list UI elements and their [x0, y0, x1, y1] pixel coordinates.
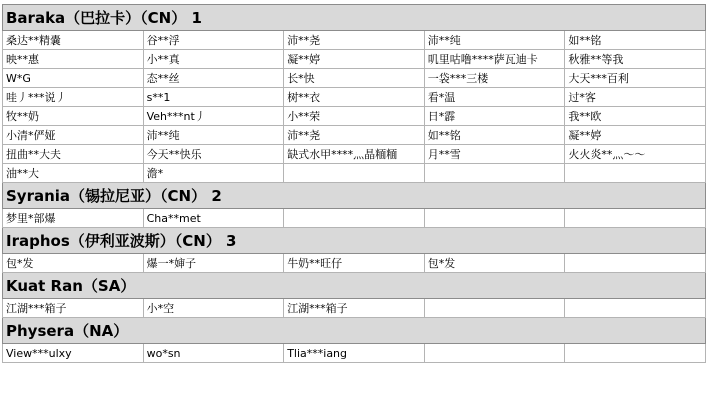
player-name-cell[interactable]: 包*发 — [3, 254, 144, 273]
player-name-cell[interactable]: 长*快 — [284, 69, 425, 88]
server-group-header — [3, 5, 706, 31]
player-name-cell[interactable]: 沛**纯 — [143, 126, 284, 145]
player-name-cell[interactable]: 一袋***三楼 — [424, 69, 565, 88]
player-name-cell[interactable]: 树**衣 — [284, 88, 425, 107]
player-name-cell[interactable]: 扭曲**大夫 — [3, 145, 144, 164]
player-name-cell[interactable]: 牧**奶 — [3, 107, 144, 126]
player-name-cell[interactable]: 桑达**精嚢 — [3, 31, 144, 50]
server-title[interactable]: Syrania（锡拉尼亚）（CN） 2 — [3, 183, 706, 209]
table-row — [3, 31, 706, 50]
player-name-cell[interactable] — [565, 164, 706, 183]
player-name-cell[interactable]: 小*空 — [143, 299, 284, 318]
server-group-header — [3, 228, 706, 254]
player-name-cell[interactable]: View***ulxy — [3, 344, 144, 363]
player-name-cell[interactable]: 哇丿***说丿 — [3, 88, 144, 107]
player-name-cell[interactable]: s**1 — [143, 88, 284, 107]
table-row — [3, 254, 706, 273]
table-row — [3, 126, 706, 145]
player-name-cell[interactable]: 我**欧 — [565, 107, 706, 126]
player-name-cell[interactable]: wo*sn — [143, 344, 284, 363]
player-name-cell[interactable]: 澹* — [143, 164, 284, 183]
server-group-header — [3, 183, 706, 209]
player-name-cell[interactable]: 看*温 — [424, 88, 565, 107]
player-name-cell[interactable]: 秋雅**等我 — [565, 50, 706, 69]
server-roster-table — [2, 4, 706, 363]
table-row — [3, 69, 706, 88]
table-row — [3, 299, 706, 318]
player-name-cell[interactable] — [284, 164, 425, 183]
table-row — [3, 344, 706, 363]
player-name-cell[interactable]: 今天**快乐 — [143, 145, 284, 164]
player-name-cell[interactable]: 月**雪 — [424, 145, 565, 164]
table-row — [3, 107, 706, 126]
player-name-cell[interactable]: 梦里*部爆 — [3, 209, 144, 228]
table-row — [3, 50, 706, 69]
server-group-header — [3, 273, 706, 299]
player-name-cell[interactable] — [565, 254, 706, 273]
player-name-cell[interactable]: 沛**尧 — [284, 31, 425, 50]
player-name-cell[interactable] — [424, 299, 565, 318]
server-title[interactable]: Iraphos（伊利亚波斯）（CN） 3 — [3, 228, 706, 254]
player-name-cell[interactable]: 江湖***箱子 — [3, 299, 144, 318]
player-name-cell[interactable]: Tlia***iang — [284, 344, 425, 363]
player-name-cell[interactable]: 凝**婷 — [284, 50, 425, 69]
table-row — [3, 145, 706, 164]
player-name-cell[interactable]: 态**丝 — [143, 69, 284, 88]
player-name-cell[interactable]: 包*发 — [424, 254, 565, 273]
player-name-cell[interactable]: 小**荣 — [284, 107, 425, 126]
player-name-cell[interactable]: 沛**纯 — [424, 31, 565, 50]
player-name-cell[interactable]: 叽里咕噜****萨瓦迪卡 — [424, 50, 565, 69]
guild-roster-sheet — [0, 4, 709, 404]
player-name-cell[interactable] — [424, 164, 565, 183]
player-name-cell[interactable] — [284, 209, 425, 228]
player-name-cell[interactable]: 过*客 — [565, 88, 706, 107]
player-name-cell[interactable]: 沛**尧 — [284, 126, 425, 145]
table-row — [3, 88, 706, 107]
player-name-cell[interactable]: 江湖***箱子 — [284, 299, 425, 318]
player-name-cell[interactable]: 日*霹 — [424, 107, 565, 126]
player-name-cell[interactable] — [565, 209, 706, 228]
server-title[interactable]: Baraka（巴拉卡）（CN） 1 — [3, 5, 706, 31]
player-name-cell[interactable] — [424, 344, 565, 363]
server-group-header — [3, 318, 706, 344]
player-name-cell[interactable]: 油**大 — [3, 164, 144, 183]
player-name-cell[interactable]: 牛奶**旺仔 — [284, 254, 425, 273]
player-name-cell[interactable]: Cha**met — [143, 209, 284, 228]
player-name-cell[interactable]: 映**惠 — [3, 50, 144, 69]
player-name-cell[interactable]: 缺式水甲****灬晶糆糆 — [284, 145, 425, 164]
table-row — [3, 164, 706, 183]
server-title[interactable]: Kuat Ran（SA） — [3, 273, 706, 299]
player-name-cell[interactable] — [565, 299, 706, 318]
player-name-cell[interactable]: 凝**婷 — [565, 126, 706, 145]
player-name-cell[interactable]: 小**真 — [143, 50, 284, 69]
player-name-cell[interactable]: 小清*俨娅 — [3, 126, 144, 145]
player-name-cell[interactable] — [424, 209, 565, 228]
player-name-cell[interactable]: 爆一*婶子 — [143, 254, 284, 273]
player-name-cell[interactable]: 谷**浮 — [143, 31, 284, 50]
player-name-cell[interactable]: 如**铭 — [565, 31, 706, 50]
player-name-cell[interactable]: W*G — [3, 69, 144, 88]
table-row — [3, 209, 706, 228]
player-name-cell[interactable]: Veh***nt丿 — [143, 107, 284, 126]
server-title[interactable]: Physera（NA） — [3, 318, 706, 344]
player-name-cell[interactable]: 火火炎**灬～～ — [565, 145, 706, 164]
player-name-cell[interactable]: 大天***百利 — [565, 69, 706, 88]
player-name-cell[interactable] — [565, 344, 706, 363]
player-name-cell[interactable]: 如**铭 — [424, 126, 565, 145]
